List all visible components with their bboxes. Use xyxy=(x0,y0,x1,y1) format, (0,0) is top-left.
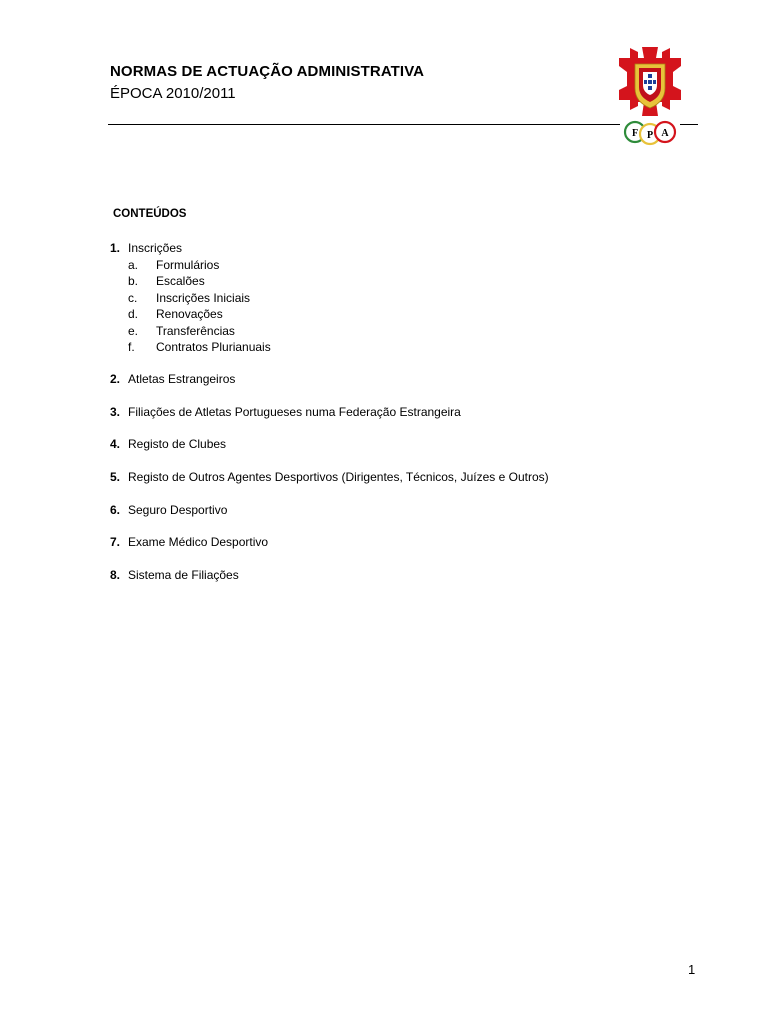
toc-subitem-label: Inscrições Iniciais xyxy=(156,290,251,305)
toc-item-label: Filiações de Atletas Portugueses numa Federação Estrangeira xyxy=(128,405,461,419)
header-rule xyxy=(108,124,620,125)
toc-item-number: 7. xyxy=(110,535,121,549)
fpa-rings-icon xyxy=(625,122,675,144)
toc-item-label: Exame Médico Desportivo xyxy=(128,535,269,549)
toc-item-number: 5. xyxy=(110,470,121,484)
toc-item-number: 6. xyxy=(110,503,121,517)
toc-subitem-letter: d. xyxy=(128,307,139,321)
toc-subitem-letter: a. xyxy=(128,257,139,272)
page-number: 1 xyxy=(688,962,696,977)
document-title: NORMAS DE ACTUAÇÃO ADMINISTRATIVA xyxy=(110,63,425,80)
fpa-cross-shield-logo xyxy=(615,44,685,146)
toc-subitem-letter: c. xyxy=(128,290,138,305)
toc-subitem-letter: e. xyxy=(128,323,139,338)
toc-subitem-letter: b. xyxy=(128,274,139,288)
shield-icon xyxy=(635,64,665,108)
toc-subitem-label: Formulários xyxy=(156,257,220,272)
toc-item-number: 8. xyxy=(110,568,121,582)
toc-subitem-label: Contratos Plurianuais xyxy=(156,340,271,354)
svg-text:P: P xyxy=(646,130,654,141)
svg-text:F: F xyxy=(631,128,639,139)
toc-item-label: Atletas Estrangeiros xyxy=(128,372,236,386)
toc-subitem-label: Renovações xyxy=(156,307,223,321)
toc-subitem-label: Escalões xyxy=(156,274,205,288)
toc-item-label: Registo de Clubes xyxy=(128,437,227,451)
toc-item-label: Inscrições xyxy=(128,241,183,255)
toc-item-number: 1. xyxy=(110,241,121,255)
svg-text:A: A xyxy=(661,128,669,139)
toc-item-number: 4. xyxy=(110,437,121,451)
toc-item-label: Sistema de Filiações xyxy=(128,568,239,582)
toc-item-label: Seguro Desportivo xyxy=(128,503,228,517)
toc-item-label: Registo de Outros Agentes Desportivos (Dirigentes, Técnicos, Juízes e Outros) xyxy=(128,470,549,484)
document-subtitle: ÉPOCA 2010/2011 xyxy=(110,85,236,102)
toc-item-number: 3. xyxy=(110,405,121,419)
toc-subitem-label: Transferências xyxy=(156,323,235,338)
contents-heading: CONTEÚDOS xyxy=(113,208,187,220)
toc-item-number: 2. xyxy=(110,372,121,386)
toc-subitem-letter: f. xyxy=(128,340,135,354)
